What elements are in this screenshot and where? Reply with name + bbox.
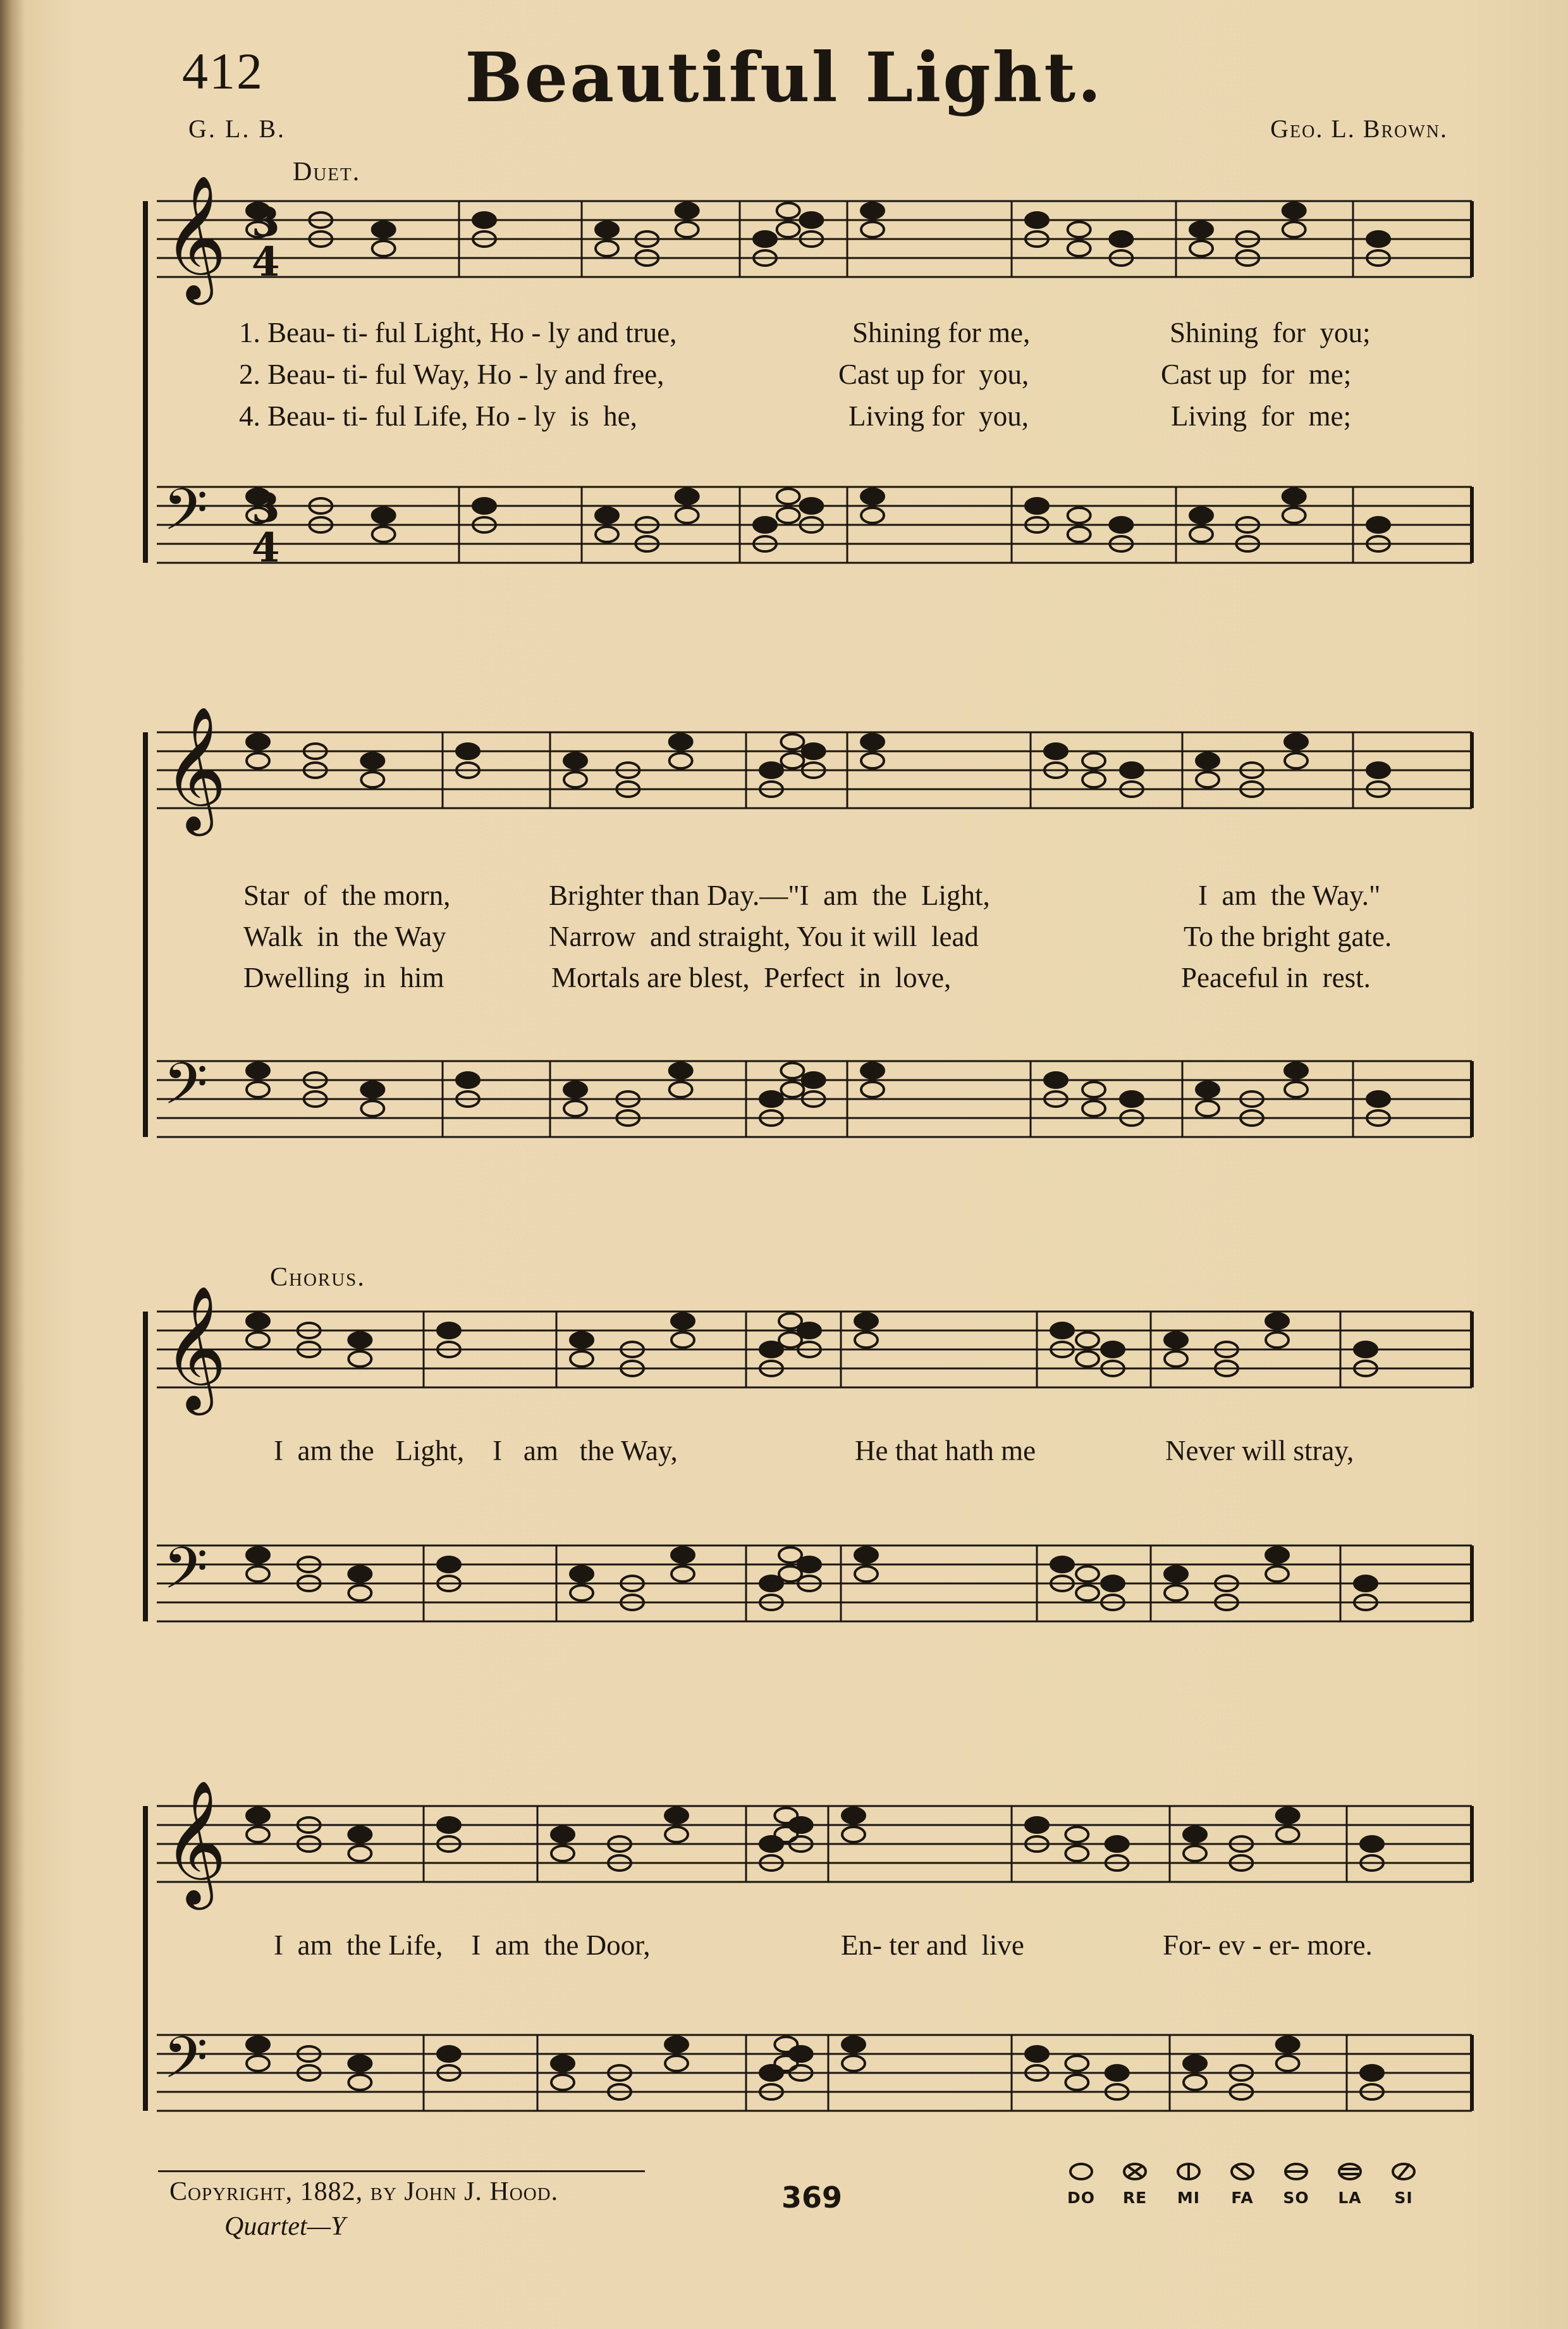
note-head <box>670 1063 692 1078</box>
note-head <box>1065 1846 1088 1861</box>
note-head <box>438 2046 460 2062</box>
note-head <box>372 241 395 256</box>
note-head <box>1283 203 1306 218</box>
note-head <box>1184 1827 1206 1842</box>
note-head <box>1051 1323 1074 1338</box>
note-head <box>247 1808 269 1823</box>
lyric-line: I am the Life, I am the Door, <box>274 1929 651 1961</box>
legend-la: LA <box>1325 2161 1375 2207</box>
note-head <box>1082 1082 1105 1097</box>
note-head <box>790 1817 812 1833</box>
note-head <box>781 1063 804 1078</box>
note-head <box>1190 527 1213 542</box>
note-head <box>861 734 884 749</box>
note-head <box>1165 1351 1187 1367</box>
note-head <box>348 1846 371 1861</box>
lyric-line: Cast up for you, <box>838 359 1029 390</box>
legend-so: SO <box>1271 2161 1321 2207</box>
note-head <box>348 2056 371 2071</box>
lyric-line: En- ter and live <box>841 1929 1024 1961</box>
note-head <box>671 1313 694 1329</box>
note-head <box>247 734 269 749</box>
lyric-line: Shining for you; <box>1170 317 1371 348</box>
mi-shape-icon <box>1176 2161 1201 2182</box>
note-head <box>1065 2075 1088 2090</box>
note-head <box>596 222 618 237</box>
note-head <box>802 1072 825 1088</box>
note-head <box>372 527 395 542</box>
note-head <box>1367 517 1390 532</box>
note-head <box>1354 1576 1377 1591</box>
note-head <box>676 489 699 504</box>
legend-do: DO <box>1056 2161 1106 2207</box>
so-shape-icon <box>1283 2161 1309 2182</box>
note-head <box>372 222 395 237</box>
note-head <box>842 2056 865 2071</box>
note-head <box>1044 744 1067 759</box>
note-head <box>671 1547 694 1563</box>
note-head <box>1026 2046 1048 2062</box>
note-head <box>1165 1585 1187 1601</box>
note-head <box>1190 508 1213 523</box>
treble-clef-icon: 𝄞 <box>163 1285 227 1410</box>
note-head <box>247 1082 269 1097</box>
note-head <box>1184 2056 1206 2071</box>
note-head <box>861 222 884 237</box>
note-head <box>456 744 479 759</box>
note-head <box>670 753 692 768</box>
note-head <box>361 772 384 787</box>
note-head <box>1068 527 1091 542</box>
note-head <box>1196 772 1219 787</box>
note-head <box>348 1332 371 1348</box>
note-head <box>570 1585 593 1601</box>
note-head <box>777 489 800 504</box>
note-head <box>861 203 884 218</box>
note-head <box>1190 222 1213 237</box>
note-head <box>1076 1351 1099 1367</box>
lyric-line: Shining for me, <box>852 317 1031 348</box>
note-head <box>861 753 884 768</box>
lyricist-initials: G. L. B. <box>188 114 286 143</box>
note-head <box>551 2056 574 2071</box>
note-head <box>438 1323 460 1338</box>
note-head <box>1101 1342 1124 1357</box>
note-head <box>842 1808 865 1823</box>
note-head <box>564 1082 587 1097</box>
note-head <box>777 508 800 523</box>
note-head <box>247 1547 269 1563</box>
note-head <box>1106 1836 1129 1852</box>
note-head <box>760 1091 783 1107</box>
note-head <box>1165 1566 1187 1582</box>
note-head <box>1026 212 1048 228</box>
note-head <box>665 1808 688 1823</box>
note-head <box>781 1082 804 1097</box>
note-head <box>1106 2065 1129 2080</box>
note-head <box>665 2037 688 2052</box>
note-head <box>1266 1332 1289 1348</box>
note-head <box>1277 2037 1299 2052</box>
note-head <box>348 1351 371 1367</box>
note-head <box>1277 1827 1299 1842</box>
note-head <box>564 753 587 768</box>
lyric-line: For- ev - er- more. <box>1163 1929 1373 1961</box>
note-head <box>247 1313 269 1329</box>
note-head <box>1065 2056 1088 2071</box>
note-head <box>1196 1082 1219 1097</box>
legend-mi: MI <box>1163 2161 1214 2207</box>
note-head <box>760 2065 783 2080</box>
note-head <box>1367 1091 1390 1107</box>
do-shape-icon <box>1069 2161 1094 2182</box>
note-head <box>551 1846 574 1861</box>
note-head <box>1285 1082 1308 1097</box>
treble-clef-icon: 𝄞 <box>163 1779 227 1905</box>
note-head <box>1266 1313 1289 1329</box>
note-head <box>570 1566 593 1582</box>
note-head <box>247 753 269 768</box>
lyric-line: He that hath me <box>855 1435 1036 1466</box>
note-head <box>348 1585 371 1601</box>
lyric-line: Mortals are blest, Perfect in love, <box>551 962 952 993</box>
note-head <box>1277 2056 1299 2071</box>
time-signature-top: 3 <box>252 199 280 246</box>
lyric-line: Walk in the Way <box>243 921 446 952</box>
note-head <box>1044 1072 1067 1088</box>
lyric-line: I am the Light, I am the Way, <box>274 1435 678 1466</box>
note-head <box>1068 241 1091 256</box>
note-head <box>760 1836 783 1852</box>
note-head <box>1082 753 1105 768</box>
note-head <box>855 1313 878 1329</box>
note-head <box>861 1063 884 1078</box>
treble-clef-icon: 𝄞 <box>163 175 227 300</box>
note-head <box>1076 1566 1099 1582</box>
note-head <box>473 498 496 513</box>
page-number: 412 <box>182 42 264 100</box>
quartet-note: Quartet—Y <box>224 2212 346 2241</box>
note-head <box>802 744 825 759</box>
note-head <box>798 1557 821 1572</box>
bass-clef-icon: 𝄢 <box>163 1535 208 1616</box>
note-head <box>1283 222 1306 237</box>
note-head <box>596 527 618 542</box>
copyright-notice: Copyright, 1882, by John J. Hood. <box>169 2177 559 2206</box>
note-head <box>1354 1342 1377 1357</box>
note-head <box>1076 1332 1099 1348</box>
note-head <box>1101 1576 1124 1591</box>
note-head <box>1184 2075 1206 2090</box>
note-head <box>670 1082 692 1097</box>
note-head <box>456 1072 479 1088</box>
note-head <box>861 1082 884 1097</box>
note-head <box>670 734 692 749</box>
note-head <box>798 1323 821 1338</box>
note-head <box>1076 1585 1099 1601</box>
note-head <box>247 1827 269 1842</box>
treble-clef-icon: 𝄞 <box>163 706 227 831</box>
note-head <box>781 753 804 768</box>
note-head <box>760 763 783 778</box>
note-head <box>247 2056 269 2071</box>
lyric-line: Star of the morn, <box>243 880 451 911</box>
lyric-line: 4. Beau- ti- ful Life, Ho - ly is he, <box>239 400 637 432</box>
note-head <box>1285 753 1308 768</box>
duet-marking: Duet. <box>293 157 361 187</box>
time-signature-bottom: 4 <box>252 238 280 286</box>
note-head <box>671 1566 694 1582</box>
note-head <box>1283 489 1306 504</box>
note-head <box>1190 241 1213 256</box>
lyric-line: Dwelling in him <box>243 962 444 993</box>
note-head <box>1196 753 1219 768</box>
note-head <box>665 1827 688 1842</box>
legend-si: SI <box>1378 2161 1429 2207</box>
note-head <box>1068 508 1091 523</box>
bass-clef-icon: 𝄢 <box>163 2024 208 2105</box>
note-head <box>1082 1101 1105 1116</box>
si-shape-icon <box>1391 2161 1416 2182</box>
note-head <box>361 1082 384 1097</box>
note-head <box>777 222 800 237</box>
note-head <box>348 1827 371 1842</box>
note-head <box>671 1332 694 1348</box>
footer-rule <box>158 2170 645 2172</box>
time-signature-top: 3 <box>252 484 280 532</box>
note-head <box>570 1351 593 1367</box>
lyric-line: I am the Way." <box>1198 880 1381 911</box>
note-head <box>1051 1557 1074 1572</box>
note-head <box>855 1547 878 1563</box>
note-head <box>1361 1836 1383 1852</box>
note-head <box>800 498 823 513</box>
note-head <box>781 734 804 749</box>
note-head <box>842 1827 865 1842</box>
chorus-marking: Chorus. <box>270 1263 365 1292</box>
lyric-line: Cast up for me; <box>1161 359 1352 390</box>
note-head <box>361 1101 384 1116</box>
note-head <box>1082 772 1105 787</box>
note-head <box>551 1827 574 1842</box>
note-head <box>247 1566 269 1582</box>
note-head <box>1285 1063 1308 1078</box>
note-head <box>676 222 699 237</box>
note-head <box>777 203 800 218</box>
bass-clef-icon: 𝄢 <box>163 476 208 557</box>
note-head <box>790 2046 812 2062</box>
lyric-line: 1. Beau- ti- ful Light, Ho - ly and true, <box>239 317 677 348</box>
note-head <box>1277 1808 1299 1823</box>
bass-clef-icon: 𝄢 <box>163 1050 208 1131</box>
note-head <box>247 2037 269 2052</box>
note-head <box>1266 1566 1289 1582</box>
note-head <box>551 2075 574 2090</box>
note-head <box>1367 231 1390 247</box>
note-head <box>855 1332 878 1348</box>
note-head <box>754 517 776 532</box>
note-head <box>473 212 496 228</box>
note-head <box>1026 1817 1048 1833</box>
time-signature-bottom: 4 <box>252 524 280 572</box>
note-head <box>247 1332 269 1348</box>
lyric-line: Brighter than Day.—"I am the Light, <box>549 880 990 911</box>
legend-re: RE <box>1110 2161 1160 2207</box>
note-head <box>842 2037 865 2052</box>
note-head <box>596 508 618 523</box>
note-head <box>570 1332 593 1348</box>
note-head <box>1361 2065 1383 2080</box>
note-head <box>247 1063 269 1078</box>
note-head <box>861 508 884 523</box>
note-head <box>1068 222 1091 237</box>
note-head <box>361 753 384 768</box>
note-head <box>1110 231 1132 247</box>
note-head <box>1120 1091 1143 1107</box>
note-head <box>1367 763 1390 778</box>
note-head <box>348 1566 371 1582</box>
composer-name: Geo. L. Brown. <box>1270 114 1448 143</box>
note-head <box>1285 734 1308 749</box>
note-head <box>1120 763 1143 778</box>
note-head <box>438 1557 460 1572</box>
note-head <box>1184 1846 1206 1861</box>
note-head <box>1110 517 1132 532</box>
re-shape-icon <box>1122 2161 1148 2182</box>
note-head <box>665 2056 688 2071</box>
la-shape-icon <box>1337 2161 1363 2182</box>
lyric-line: Narrow and straight, You it will lead <box>549 921 979 952</box>
lyric-line: Living for you, <box>848 400 1029 432</box>
note-head <box>596 241 618 256</box>
lyric-line: Never will stray, <box>1165 1435 1354 1466</box>
note-head <box>855 1566 878 1582</box>
note-head <box>1065 1827 1088 1842</box>
note-head <box>676 508 699 523</box>
note-head <box>372 508 395 523</box>
note-head <box>754 231 776 247</box>
note-head <box>564 1101 587 1116</box>
lyric-line: 2. Beau- ti- ful Way, Ho - ly and free, <box>239 359 665 390</box>
note-head <box>1266 1547 1289 1563</box>
note-head <box>861 489 884 504</box>
note-head <box>348 2075 371 2090</box>
note-head <box>438 1817 460 1833</box>
hymn-title: Beautiful Light. <box>465 38 1103 118</box>
note-head <box>1165 1332 1187 1348</box>
lyric-line: To the bright gate. <box>1184 921 1392 952</box>
note-head <box>1196 1101 1219 1116</box>
fa-shape-icon <box>1230 2161 1255 2182</box>
note-head <box>1026 498 1048 513</box>
legend-fa: FA <box>1217 2161 1268 2207</box>
note-head <box>800 212 823 228</box>
lyric-line: Peaceful in rest. <box>1181 962 1371 993</box>
note-head <box>564 772 587 787</box>
footer-page-number: 369 <box>781 2180 843 2215</box>
note-head <box>676 203 699 218</box>
lyric-line: Living for me; <box>1171 400 1351 432</box>
note-head <box>1283 508 1306 523</box>
